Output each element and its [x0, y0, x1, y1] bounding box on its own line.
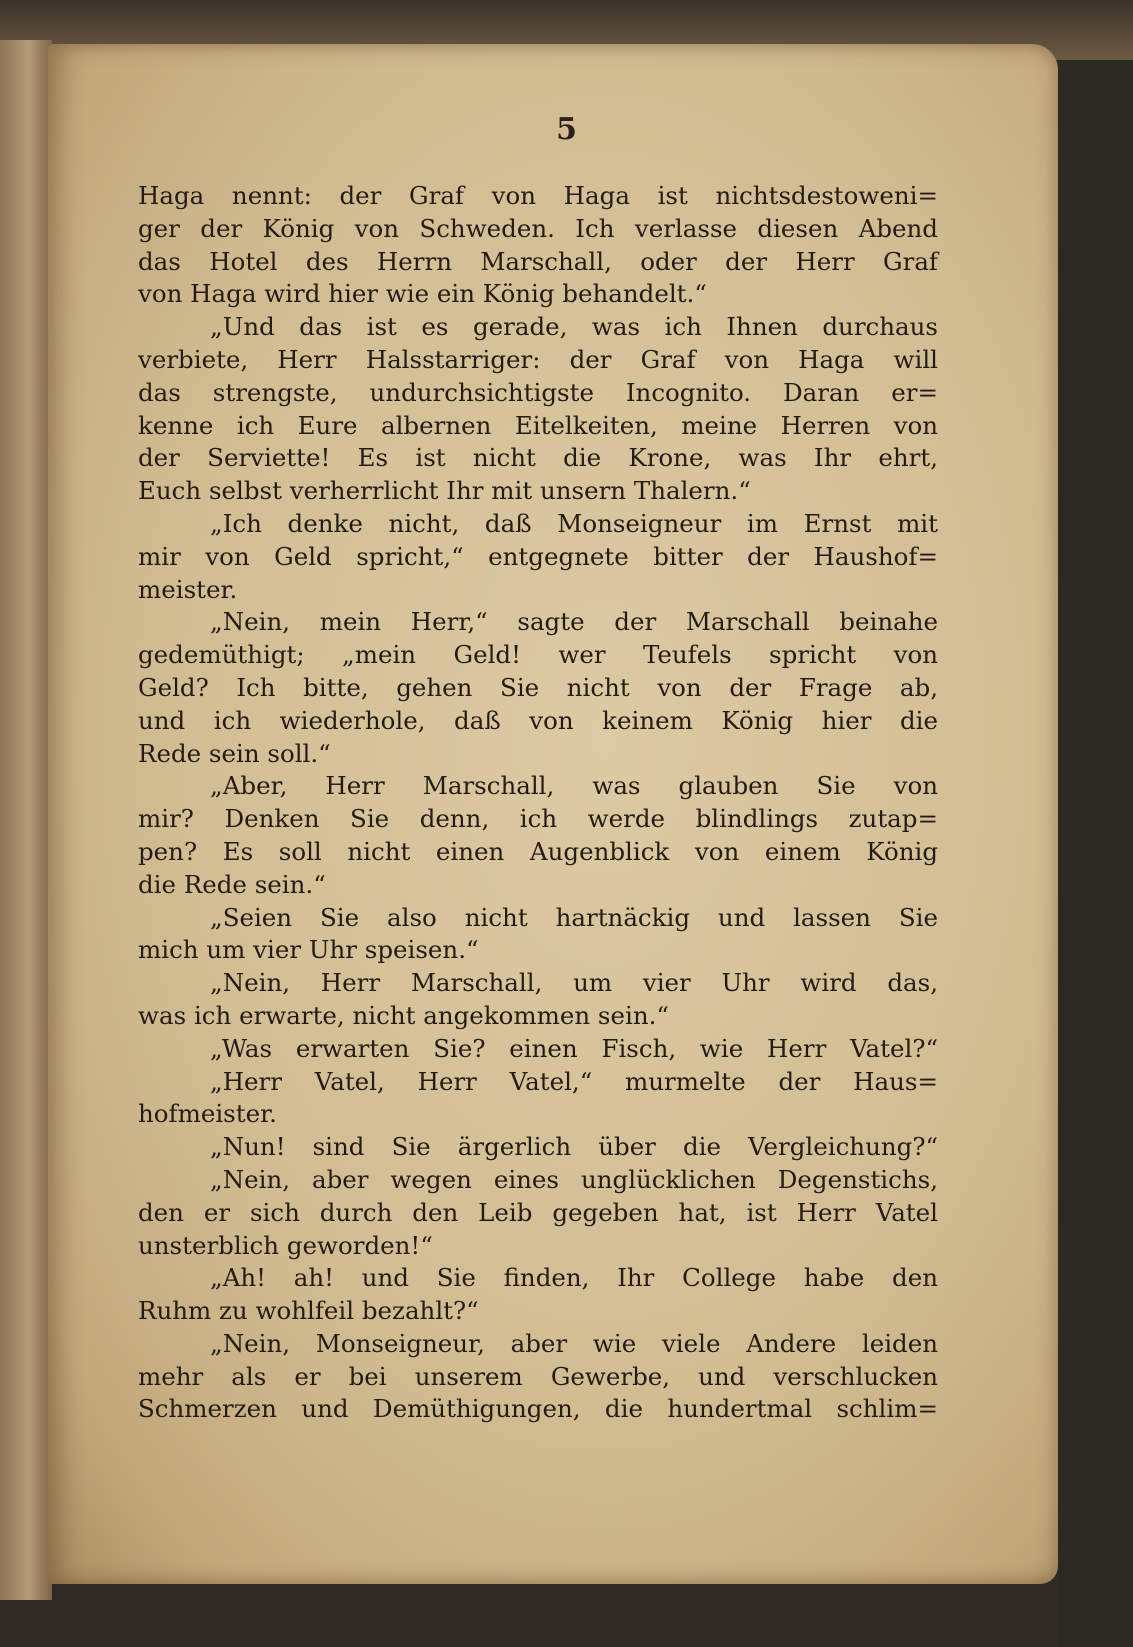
- text-line: Euch selbst verherrlicht Ihr mit unsern Thalern.“: [138, 476, 751, 506]
- text-line: Rede sein soll.“: [138, 738, 331, 768]
- text-line: das strengste, undurchsichtigste Incognito. Daran er=: [138, 377, 938, 407]
- text-line: „Was erwarten Sie? einen Fisch, wie Herr Vatel?“: [210, 1033, 938, 1063]
- text-line: unsterblich geworden!“: [138, 1230, 433, 1260]
- text-line: mich um vier Uhr speisen.“: [138, 935, 479, 965]
- text-line: von Haga wird hier wie ein König behandelt.“: [138, 279, 707, 309]
- text-line: „Nein, aber wegen eines unglücklichen Degenstichs,: [210, 1164, 938, 1194]
- text-line: „Nun! sind Sie ärgerlich über die Vergleichung?“: [210, 1132, 938, 1162]
- text-line: Geld? Ich bitte, gehen Sie nicht von der Frage ab,: [138, 672, 938, 702]
- text-line: Haga nennt: der Graf von Haga ist nichtsdestoweni=: [138, 181, 938, 210]
- page-number: 5: [556, 112, 577, 147]
- text-line: und ich wiederhole, daß von keinem König hier die: [138, 705, 938, 735]
- text-line: ger der König von Schweden. Ich verlasse diesen Abend: [138, 213, 938, 243]
- text-line: mehr als er bei unserem Gewerbe, und verschlucken: [138, 1361, 938, 1391]
- text-line: was ich erwarte, nicht angekommen sein.“: [138, 1000, 669, 1030]
- text-line: den er sich durch den Leib gegeben hat, ist Herr Vatel: [138, 1197, 938, 1227]
- text-line: mir? Denken Sie denn, ich werde blindlings zutap=: [138, 804, 938, 834]
- text-line: meister.: [138, 574, 238, 604]
- text-line: Schmerzen und Demüthigungen, die hundertmal schlim=: [138, 1394, 938, 1424]
- text-line: Ruhm zu wohlfeil bezahlt?“: [138, 1296, 479, 1326]
- text-line: „Ah! ah! und Sie finden, Ihr College habe den: [210, 1263, 938, 1293]
- text-line: die Rede sein.“: [138, 869, 326, 899]
- text-line: der Serviette! Es ist nicht die Krone, was Ihr ehrt,: [138, 443, 938, 473]
- text-line: „Nein, mein Herr,“ sagte der Marschall beinahe: [210, 607, 938, 637]
- previous-page-edge: [0, 40, 52, 1600]
- text-line: hofmeister.: [138, 1099, 277, 1129]
- text-line: das Hotel des Herrn Marschall, oder der Herr Graf: [138, 246, 938, 276]
- body-text: [138, 180, 938, 1426]
- text-line: gedemüthigt; „mein Geld! wer Teufels spricht von: [138, 640, 938, 670]
- text-line: „Aber, Herr Marschall, was glauben Sie von: [210, 771, 938, 801]
- page-shadow-edge: [1058, 60, 1133, 1647]
- text-line: „Ich denke nicht, daß Monseigneur im Ernst mit: [210, 508, 938, 538]
- text-line: verbiete, Herr Halsstarriger: der Graf von Haga will: [138, 344, 938, 374]
- text-line: „Nein, Monseigneur, aber wie viele Andere leiden: [210, 1328, 938, 1358]
- text-line: pen? Es soll nicht einen Augenblick von einem König: [138, 836, 938, 866]
- text-line: „Seien Sie also nicht hartnäckig und lassen Sie: [210, 902, 938, 932]
- text-line: „Und das ist es gerade, was ich Ihnen durchaus: [210, 312, 938, 342]
- text-line: mir von Geld spricht,“ entgegnete bitter der Haushof=: [138, 541, 938, 571]
- text-line: „Nein, Herr Marschall, um vier Uhr wird das,: [210, 968, 938, 998]
- text-line: „Herr Vatel, Herr Vatel,“ murmelte der Haus=: [210, 1066, 938, 1096]
- text-line: kenne ich Eure albernen Eitelkeiten, meine Herren von: [138, 410, 938, 440]
